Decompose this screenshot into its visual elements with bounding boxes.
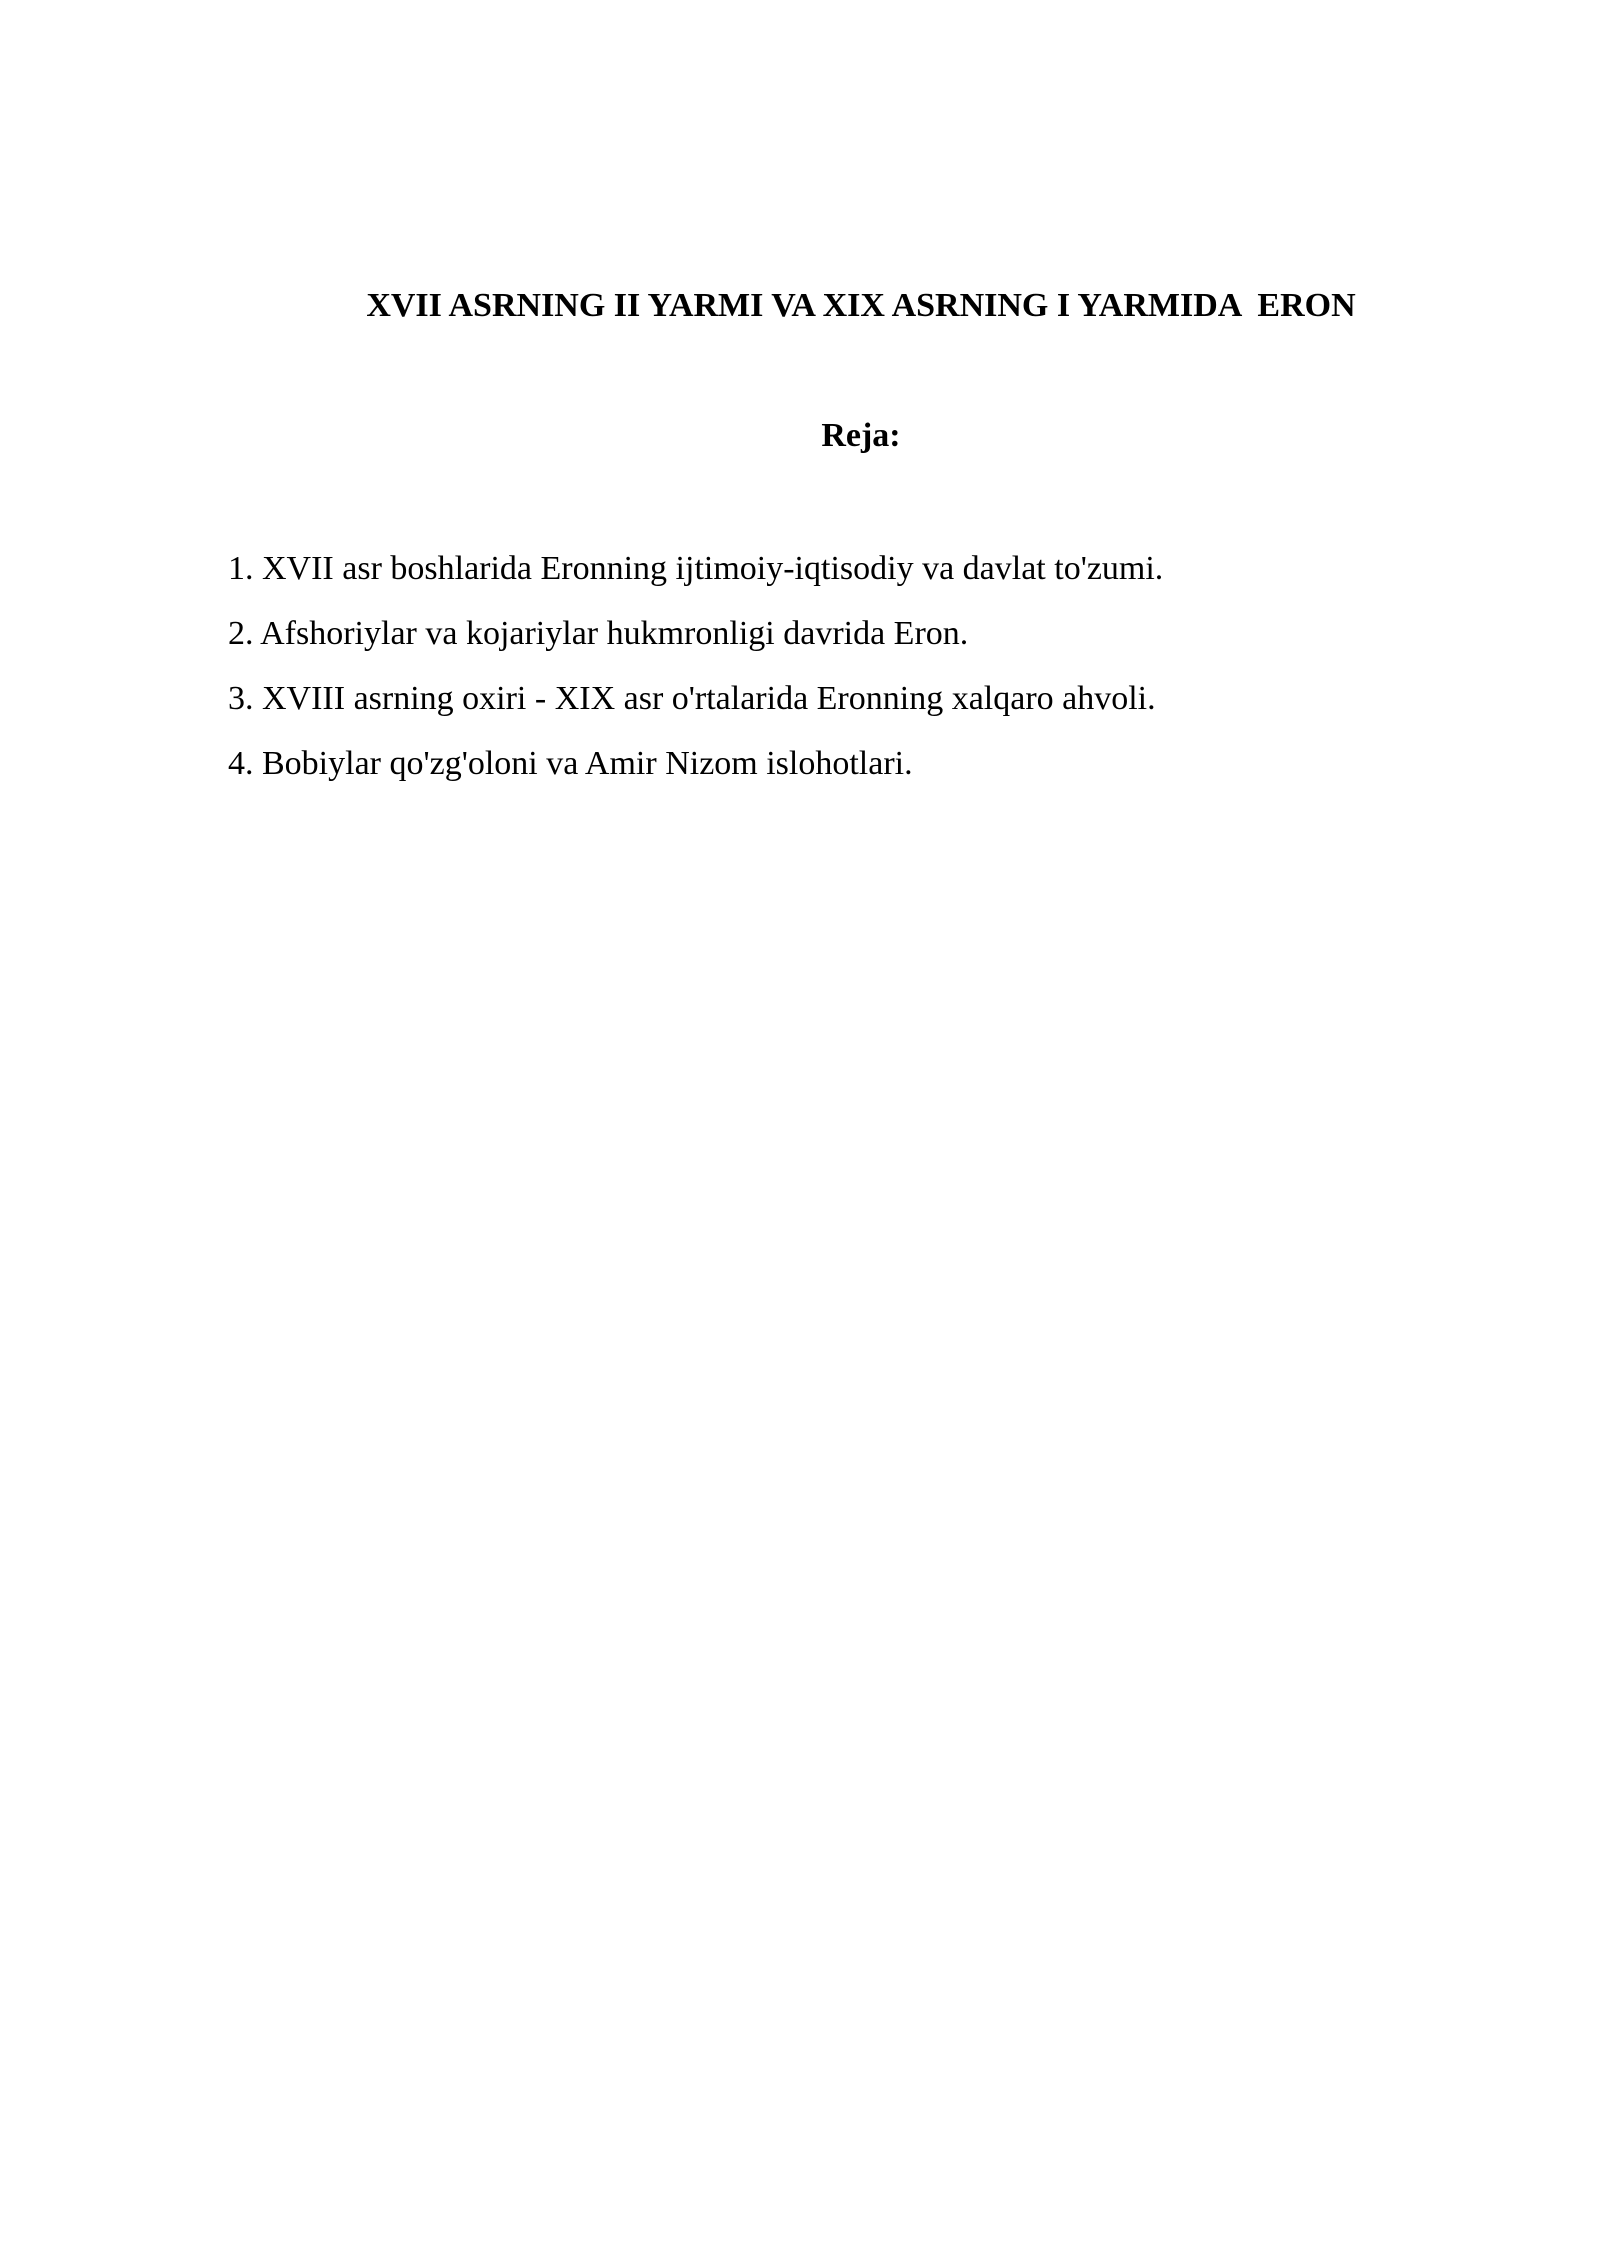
plan-list [228, 536, 1478, 796]
plan-heading: Reja: [821, 417, 901, 454]
plan-item: 3. XVIII asrning oxiri - XIX asr o'rtalarida Eronning xalqaro ahvoli. [228, 680, 1156, 717]
plan-item: 4. Bobiylar qo'zg'oloni va Amir Nizom islohotlari. [228, 745, 913, 782]
document-title: XVII ASRNING II YARMI VA XIX ASRNING I YARMIDA ERON [366, 287, 1356, 324]
plan-item: 2. Afshoriylar va kojariylar hukmronligi davrida Eron. [228, 615, 969, 652]
plan-item: 1. XVII asr boshlarida Eronning ijtimoiy-iqtisodiy va davlat to'zumi. [228, 550, 1164, 587]
